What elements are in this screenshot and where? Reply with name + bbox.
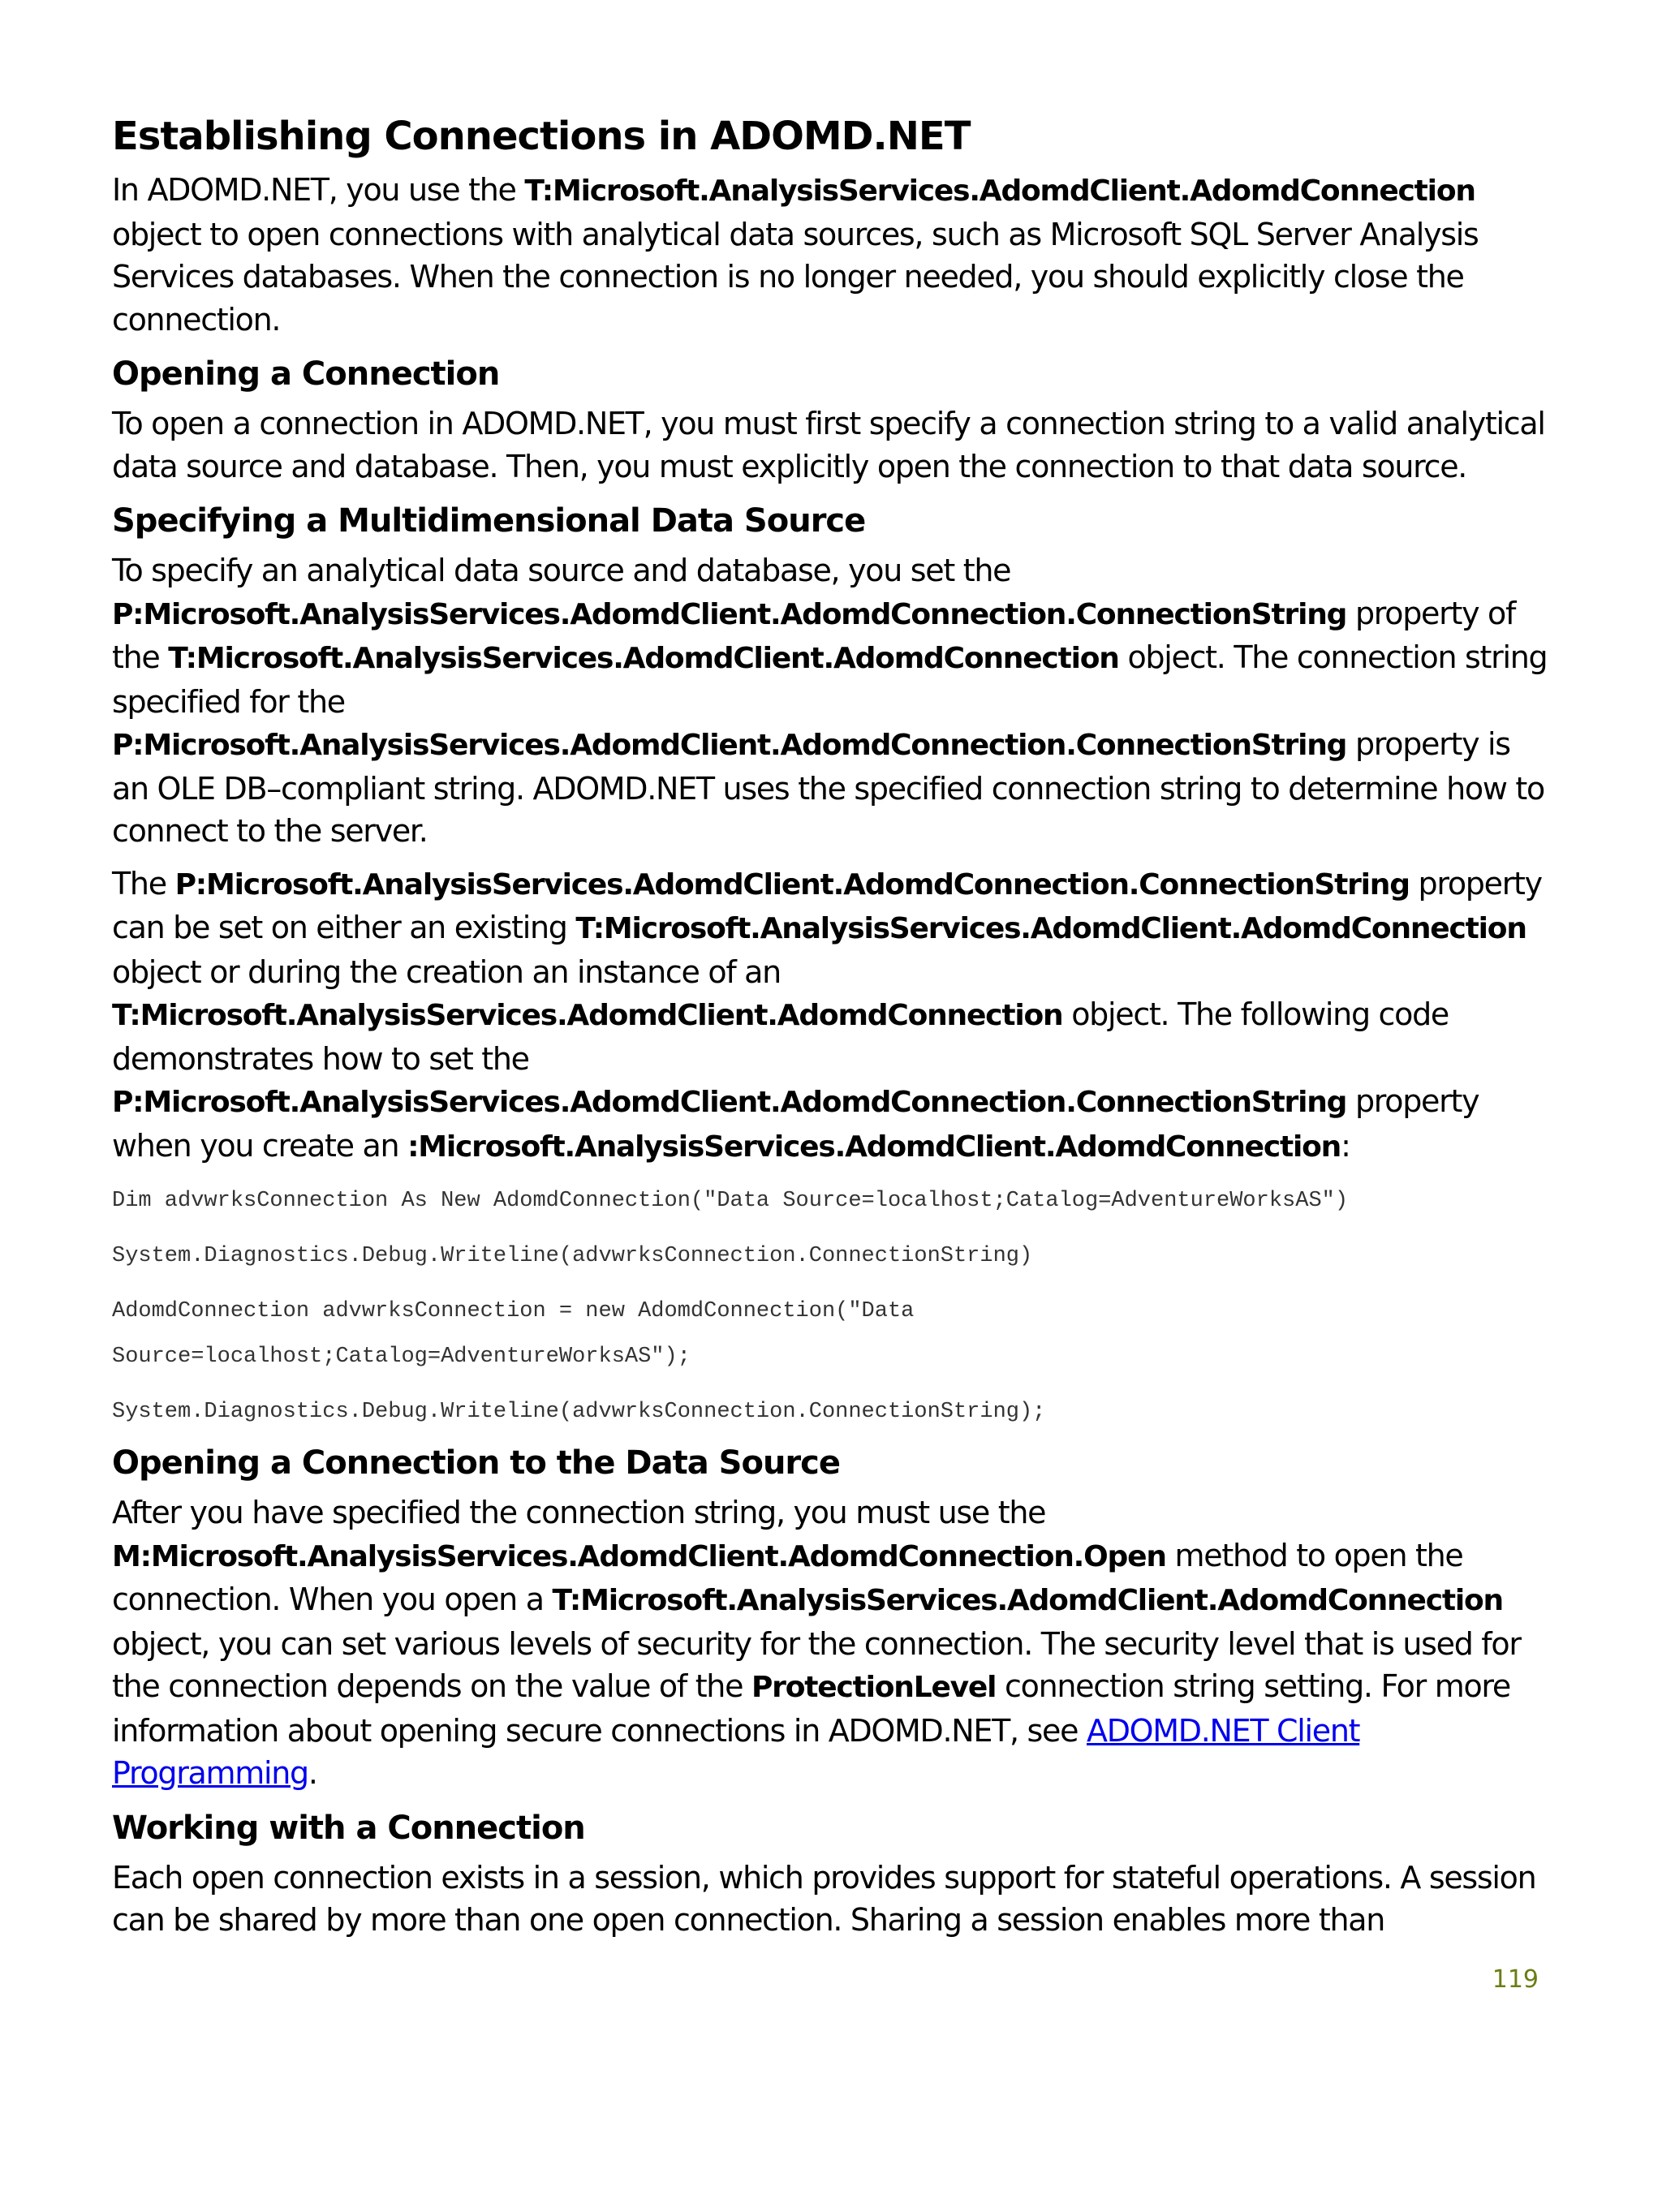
specifying-p1-ref-2: T:Microsoft.AnalysisServices.AdomdClient.AdomdConnection <box>168 642 1119 675</box>
specifying-paragraph-2 <box>112 863 1548 1169</box>
opening-ds-ref-2: T:Microsoft.AnalysisServices.AdomdClient.AdomdConnection <box>552 1584 1503 1617</box>
code-line-vb-connection: Dim advwrksConnection As New AdomdConnection("Data Source=localhost;Catalog=AdventureWorksAS") <box>112 1189 1349 1213</box>
specifying-p1-ref-3: P:Microsoft.AnalysisServices.AdomdClient.AdomdConnection.ConnectionString <box>112 729 1347 762</box>
intro-text-2: object to open connections with analytical data sources, such as Microsoft SQL Server Analysis Services databases. When the connection is no longer needed, you should explicitly close the connection. <box>112 216 1479 338</box>
document-page <box>112 105 1548 1952</box>
specifying-p2-ref-1: P:Microsoft.AnalysisServices.AdomdClient.AdomdConnection.ConnectionString <box>174 867 1410 902</box>
specifying-p1-text-4: property is an OLE DB–compliant string. ADOMD.NET uses the specified connection string to determine how to connect to the server. <box>112 726 1544 849</box>
specifying-p1-ref-1: P:Microsoft.AnalysisServices.AdomdClient.AdomdConnection.ConnectionString <box>112 597 1347 631</box>
intro-class-ref: T:Microsoft.AnalysisServices.AdomdClient.AdomdConnection <box>524 174 1475 208</box>
protection-level-ref: ProtectionLevel <box>751 1671 997 1704</box>
specifying-p2-ref-5: :Microsoft.AnalysisServices.AdomdClient.AdomdConnection <box>407 1130 1341 1164</box>
opening-datasource-paragraph <box>112 1491 1548 1795</box>
opening-ds-text-1: After you have specified the connection string, you must use the <box>112 1495 1046 1530</box>
specifying-p2-ref-3: T:Microsoft.AnalysisServices.AdomdClient.AdomdConnection <box>112 999 1063 1032</box>
opening-heading: Opening a Connection <box>112 355 500 393</box>
opening-ds-text-4: connection string setting. For more information about opening secure connections in ADOMD.NET, see <box>112 1668 1510 1749</box>
specifying-p2-ref-4: P:Microsoft.AnalysisServices.AdomdClient.AdomdConnection.ConnectionString <box>112 1086 1347 1119</box>
code-line-cs-connection: AdomdConnection advwrksConnection = new AdomdConnection("Data <box>112 1299 915 1323</box>
specifying-p1-text-2: property of the <box>112 595 1516 675</box>
specifying-p2-text-4: object. The following code demonstrates how to set the <box>112 996 1449 1077</box>
specifying-heading: Specifying a Multidimensional Data Source <box>112 502 866 540</box>
specifying-p2-text-5: property when you create an <box>112 1083 1479 1164</box>
opening-paragraph: To open a connection in ADOMD.NET, you must first specify a connection string to a valid analytical data source and database. Then, you must explicitly open the connection to that data source. <box>112 406 1545 484</box>
intro-paragraph <box>112 169 1548 341</box>
code-line-cs-debug: System.Diagnostics.Debug.Writeline(advwrksConnection.ConnectionString); <box>112 1400 1046 1424</box>
adomd-client-programming-link[interactable]: ADOMD.NET Client Programming <box>112 1712 1360 1791</box>
opening-ds-ref-1: M:Microsoft.AnalysisServices.AdomdClient.AdomdConnection.Open <box>112 1539 1166 1573</box>
working-heading: Working with a Connection <box>112 1809 585 1847</box>
specifying-p2-text-6: : <box>1341 1127 1350 1164</box>
page-number: 119 <box>1492 1965 1539 1994</box>
specifying-p1-text-1: To specify an analytical data source and database, you set the <box>112 553 1011 588</box>
opening-ds-text-5: . <box>308 1755 317 1791</box>
code-line-cs-connection-cont: Source=localhost;Catalog=AdventureWorksAS"); <box>112 1345 691 1369</box>
specifying-p2-text-2: property can be set on either an existing <box>112 865 1542 945</box>
page-title: Establishing Connections in ADOMD.NET <box>112 114 971 159</box>
working-paragraph: Each open connection exists in a session, which provides support for stateful operations. A session can be shared by more than one open connection. Sharing a session enables more than <box>112 1859 1536 1938</box>
intro-text-1: In ADOMD.NET, you use the <box>112 172 525 208</box>
opening-datasource-heading: Opening a Connection to the Data Source <box>112 1444 840 1482</box>
specifying-p1-text-3: object. The connection string specified for the <box>112 639 1548 720</box>
opening-ds-text-3: object, you can set various levels of security for the connection. The security level that is used for the connection depends on the value of the <box>112 1625 1521 1704</box>
opening-ds-text-2: method to open the connection. When you open a <box>112 1537 1463 1617</box>
code-line-vb-debug: System.Diagnostics.Debug.Writeline(advwrksConnection.ConnectionString) <box>112 1244 1033 1268</box>
specifying-p2-text-1: The <box>112 865 175 902</box>
specifying-p2-text-3: object or during the creation an instance of an <box>112 953 781 990</box>
specifying-paragraph-1 <box>112 549 1548 853</box>
specifying-p2-ref-2: T:Microsoft.AnalysisServices.AdomdClient.AdomdConnection <box>575 912 1526 945</box>
